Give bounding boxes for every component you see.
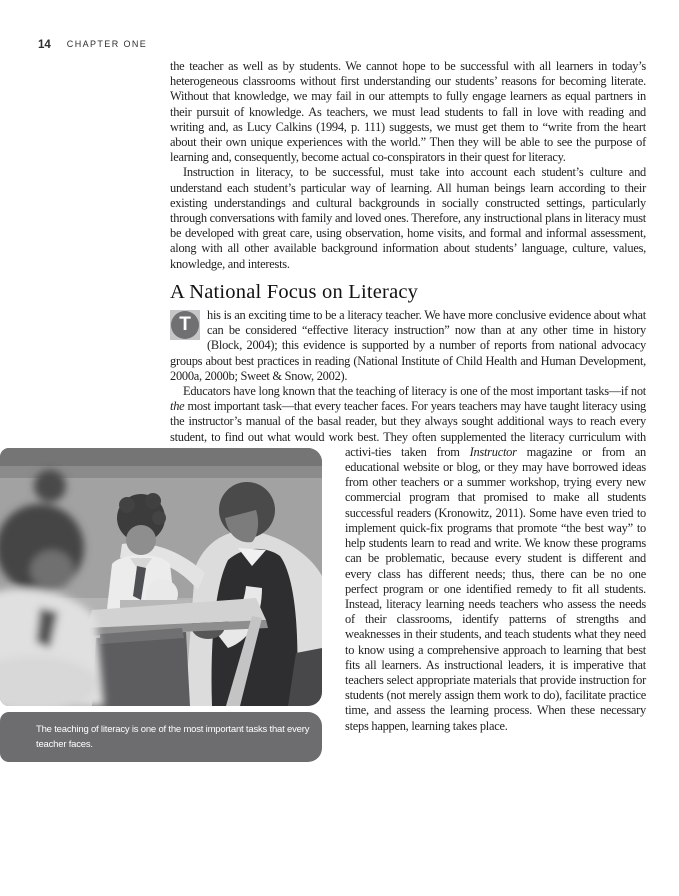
paragraph-instruction: Instruction in literacy, to be successful, must take into account each student’s culture and understand each student’s particular way of learning. All human beings learn according to their existing understandings and cultural backgrounds in socially constructed settings, particularly through conversations with family and loved ones. Therefore, any instructional plans in literacy must be developed with great care, using observation, home visits, and formal and informal assessment, along with all other available background information about students’ language, culture, values, knowledge, and interests. bbox=[170, 165, 646, 271]
dropcap-letter: T bbox=[179, 314, 191, 336]
educators-italic-instructor: Instructor bbox=[469, 444, 517, 459]
dropcap-paragraph-text: his is an exciting time to be a literacy teacher. We have more conclusive evidence about what can be considered “effective literacy instruction” now than at any other time in history (Block, 2004); this evidence is supported by a number of reports from national advocacy groups about best practices in reading (National Institute of Child Health and Human Development, 2000a, 2000b; Sweet & Snow, 2002). bbox=[170, 308, 646, 383]
educators-text-4: magazine or from an educational website or blog, or they may have borrowed ideas from other teachers or a summer workshop, trying every new commercial program that promised to make all students successful readers (Kronowitz, 2011). Some have even tried to implement quick-fix programs that promote “the best way” to help students learn to read and write. We know these programs can be problematic, because every student is different and every class has different needs; thus, there can be no one perfect program or one identified remedy to fit all students. Instead, literacy learning needs teachers who assess the needs of their classrooms, identify patterns of strengths and weaknesses in their students, and teach students what they need to know using a comprehensive approach to learning that best fits all learners. As instructional leaders, it is imperative that teachers select appropriate materials that provide instruction for students (not merely assign them work to do), facilitate practice time, and assess the learning process. When these necessary steps happen, learning takes place. bbox=[345, 444, 646, 733]
dropcap-box bbox=[170, 310, 200, 340]
classroom-photo-illustration bbox=[0, 448, 322, 706]
educators-text-2: most important task—that every teacher faces. For years teachers may have taught literacy using the instructor’s manual of the basal reader, but they always sought additional ways to reach every student, to find out what would work best. They often supplemented the literacy curriculum with activi- bbox=[170, 399, 646, 459]
classroom-figure bbox=[0, 448, 345, 762]
photo-caption-text: The teaching of literacy is one of the most important tasks that every teacher faces. bbox=[36, 723, 310, 750]
chapter-label: CHAPTER ONE bbox=[66, 39, 148, 49]
page-number: 14 bbox=[38, 39, 51, 51]
photo-caption bbox=[0, 712, 322, 762]
paragraph-dropcap bbox=[170, 308, 646, 384]
educators-text-3: ties taken from bbox=[374, 444, 470, 459]
educators-italic-the: the bbox=[170, 399, 185, 414]
educators-text-1: Educators have long known that the teaching of literacy is one of the most important tasks—if not bbox=[183, 384, 646, 399]
paragraph-educators bbox=[36, 384, 646, 750]
paragraph-continuation: the teacher as well as by students. We cannot hope to be successful with all learners in today’s heterogeneous classrooms without first understanding our students’ reasons for becoming literate. Without that knowledge, we may fail in our attempts to fully engage learners as equal partners in their pursuit of knowledge. As teachers, we must lead students to fall in love with reading and writing and, as Lucy Calkins (1994, p. 111) suggests, we must get them to “write from the heart about their own unique experiences with the world.” Then they will be able to see the purpose of learning and, consequently, become actual co-conspirators in their quest for literacy. bbox=[170, 59, 646, 165]
dropcap-letter-icon bbox=[171, 311, 199, 339]
body-text-column bbox=[36, 59, 646, 802]
section-heading: A National Focus on Literacy bbox=[170, 280, 419, 303]
classroom-photo bbox=[0, 448, 322, 706]
page-header bbox=[38, 35, 147, 53]
